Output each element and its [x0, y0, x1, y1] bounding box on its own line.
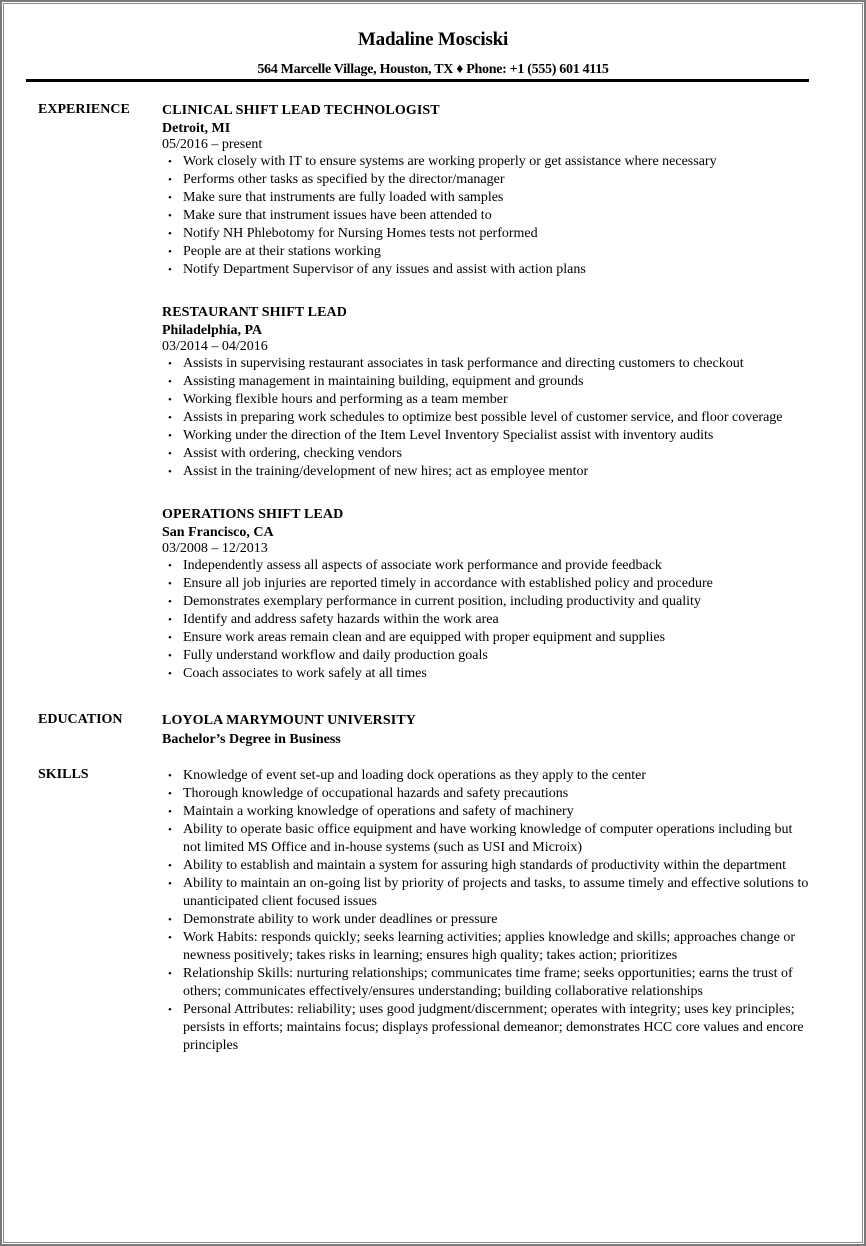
bullet-text: Demonstrates exemplary performance in current position, including productivity and quality	[183, 594, 701, 609]
list-item	[162, 373, 832, 391]
bullet-icon: •	[168, 614, 172, 626]
bullet-text: People are at their stations working	[183, 244, 381, 259]
section-heading-education: EDUCATION	[38, 712, 123, 727]
bullet-text: Fully understand workflow and daily production goals	[183, 648, 488, 663]
bullet-icon: •	[168, 156, 172, 168]
job-title: CLINICAL SHIFT LEAD TECHNOLOGIST	[162, 103, 440, 118]
list-item	[162, 821, 812, 857]
bullet-icon: •	[168, 596, 172, 608]
list-item	[162, 647, 832, 665]
bullet-icon: •	[168, 412, 172, 424]
bullet-text: Assist in the training/development of new hires; act as employee mentor	[183, 464, 589, 479]
bullet-text: Notify NH Phlebotomy for Nursing Homes tests not performed	[183, 226, 538, 241]
bullet-text: Ability to maintain an on-going list by priority of projects and tasks, to assume timely and effective solutions to unanticipated client focused issues	[183, 876, 809, 909]
section-heading-skills: SKILLS	[38, 767, 89, 782]
list-item	[162, 153, 832, 171]
job-title: RESTAURANT SHIFT LEAD	[162, 305, 347, 320]
bullet-text: Ability to operate basic office equipment and have working knowledge of computer operations including but not limited MS Office and in-house systems (such as USI and Microix)	[183, 822, 793, 855]
job-entry	[162, 506, 832, 683]
job-bullets	[162, 153, 832, 279]
bullet-icon: •	[168, 228, 172, 240]
bullet-text: Working flexible hours and performing as a team member	[183, 392, 508, 407]
bullet-text: Notify Department Supervisor of any issues and assist with action plans	[183, 262, 586, 277]
bullet-text: Performs other tasks as specified by the director/manager	[183, 172, 505, 187]
list-item	[162, 875, 812, 911]
list-item	[162, 857, 812, 875]
list-item	[162, 557, 832, 575]
bullet-icon: •	[168, 376, 172, 388]
bullet-icon: •	[168, 932, 172, 944]
bullet-text: Make sure that instruments are fully loaded with samples	[183, 190, 504, 205]
skills-body	[162, 767, 812, 1055]
bullet-text: Work closely with IT to ensure systems are working properly or get assistance where necessary	[183, 154, 717, 169]
list-item	[162, 427, 832, 445]
list-item	[162, 911, 812, 929]
bullet-text: Coach associates to work safely at all times	[183, 666, 427, 681]
school-name: LOYOLA MARYMOUNT UNIVERSITY	[162, 713, 416, 728]
bullet-icon: •	[168, 650, 172, 662]
bullet-icon: •	[168, 192, 172, 204]
bullet-text: Assisting management in maintaining building, equipment and grounds	[183, 374, 584, 389]
bullet-icon: •	[168, 968, 172, 980]
list-item	[162, 445, 832, 463]
list-item	[162, 593, 832, 611]
bullet-icon: •	[168, 770, 172, 782]
candidate-name: Madaline Mosciski	[357, 29, 509, 50]
skills-list	[162, 767, 812, 1055]
bullet-icon: •	[168, 668, 172, 680]
bullet-text: Demonstrate ability to work under deadlines or pressure	[183, 912, 498, 927]
bullet-text: Working under the direction of the Item Level Inventory Specialist assist with inventory audits	[183, 428, 714, 443]
bullet-text: Personal Attributes: reliability; uses good judgment/discernment; operates with integrity; uses key principles; persists in efforts; maintains focus; displays professional demeanor; demonstrates HCC core values and encore principles	[183, 1002, 804, 1053]
list-item	[162, 629, 832, 647]
degree: Bachelor’s Degree in Business	[162, 732, 341, 747]
bullet-text: Knowledge of event set-up and loading dock operations as they apply to the center	[183, 768, 647, 783]
bullet-text: Assist with ordering, checking vendors	[183, 446, 402, 461]
bullet-icon: •	[168, 466, 172, 478]
list-item	[162, 965, 812, 1001]
job-bullets	[162, 557, 832, 683]
list-item	[162, 767, 812, 785]
list-item	[162, 171, 832, 189]
list-item	[162, 261, 832, 279]
bullet-icon: •	[168, 448, 172, 460]
bullet-icon: •	[168, 578, 172, 590]
list-item	[162, 355, 832, 373]
job-location: Detroit, MI	[162, 121, 231, 136]
bullet-text: Thorough knowledge of occupational hazards and safety precautions	[183, 786, 569, 801]
bullet-text: Independently assess all aspects of associate work performance and provide feedback	[183, 558, 662, 573]
list-item	[162, 575, 832, 593]
bullet-icon: •	[168, 1004, 172, 1016]
bullet-icon: •	[168, 358, 172, 370]
bullet-icon: •	[168, 860, 172, 872]
job-location: San Francisco, CA	[162, 525, 274, 540]
bullet-icon: •	[168, 264, 172, 276]
list-item	[162, 243, 832, 261]
list-item	[162, 463, 832, 481]
education-body	[162, 712, 832, 750]
bullet-icon: •	[168, 430, 172, 442]
list-item	[162, 225, 832, 243]
job-bullets	[162, 355, 832, 481]
list-item	[162, 665, 832, 683]
list-item	[162, 207, 832, 225]
job-location: Philadelphia, PA	[162, 323, 263, 338]
list-item	[162, 803, 812, 821]
bullet-icon: •	[168, 878, 172, 890]
job-dates: 03/2008 – 12/2013	[162, 541, 268, 556]
bullet-icon: •	[168, 210, 172, 222]
bullet-text: Work Habits: responds quickly; seeks learning activities; applies knowledge and skills; approaches change or newness positively; takes risks in learning; ensures high quality; takes action; prioritizes	[183, 930, 795, 963]
job-dates: 05/2016 – present	[162, 137, 263, 152]
job-entry	[162, 304, 832, 481]
bullet-icon: •	[168, 806, 172, 818]
bullet-icon: •	[168, 246, 172, 258]
bullet-text: Assists in supervising restaurant associates in task performance and directing customers to checkout	[183, 356, 744, 371]
bullet-icon: •	[168, 632, 172, 644]
bullet-text: Assists in preparing work schedules to optimize best possible level of customer service, and floor coverage	[183, 410, 783, 425]
bullet-icon: •	[168, 174, 172, 186]
list-item	[162, 189, 832, 207]
bullet-text: Ability to establish and maintain a system for assuring high standards of productivity within the department	[183, 858, 787, 873]
bullet-text: Maintain a working knowledge of operations and safety of machinery	[183, 804, 574, 819]
job-title: OPERATIONS SHIFT LEAD	[162, 507, 344, 522]
list-item	[162, 611, 832, 629]
list-item	[162, 929, 812, 965]
bullet-text: Identify and address safety hazards within the work area	[183, 612, 499, 627]
bullet-icon: •	[168, 394, 172, 406]
section-heading-experience: EXPERIENCE	[38, 102, 130, 117]
bullet-icon: •	[168, 914, 172, 926]
bullet-icon: •	[168, 788, 172, 800]
job-dates: 03/2014 – 04/2016	[162, 339, 268, 354]
list-item	[162, 785, 812, 803]
bullet-text: Ensure all job injuries are reported timely in accordance with established policy and procedure	[183, 576, 713, 591]
contact-line: 564 Marcelle Village, Houston, TX ♦ Phone: +1 (555) 601 4115	[257, 62, 609, 77]
bullet-text: Relationship Skills: nurturing relationships; communicates time frame; seeks opportunities; earns the trust of others; communicates effectively/ensures understanding; building collaborative relationships	[183, 966, 793, 999]
header-divider	[26, 79, 809, 82]
bullet-text: Make sure that instrument issues have been attended to	[183, 208, 492, 223]
list-item	[162, 409, 832, 427]
bullet-text: Ensure work areas remain clean and are equipped with proper equipment and supplies	[183, 630, 666, 645]
job-entry	[162, 102, 832, 279]
bullet-icon: •	[168, 824, 172, 836]
list-item	[162, 1001, 812, 1055]
list-item	[162, 391, 832, 409]
bullet-icon: •	[168, 560, 172, 572]
